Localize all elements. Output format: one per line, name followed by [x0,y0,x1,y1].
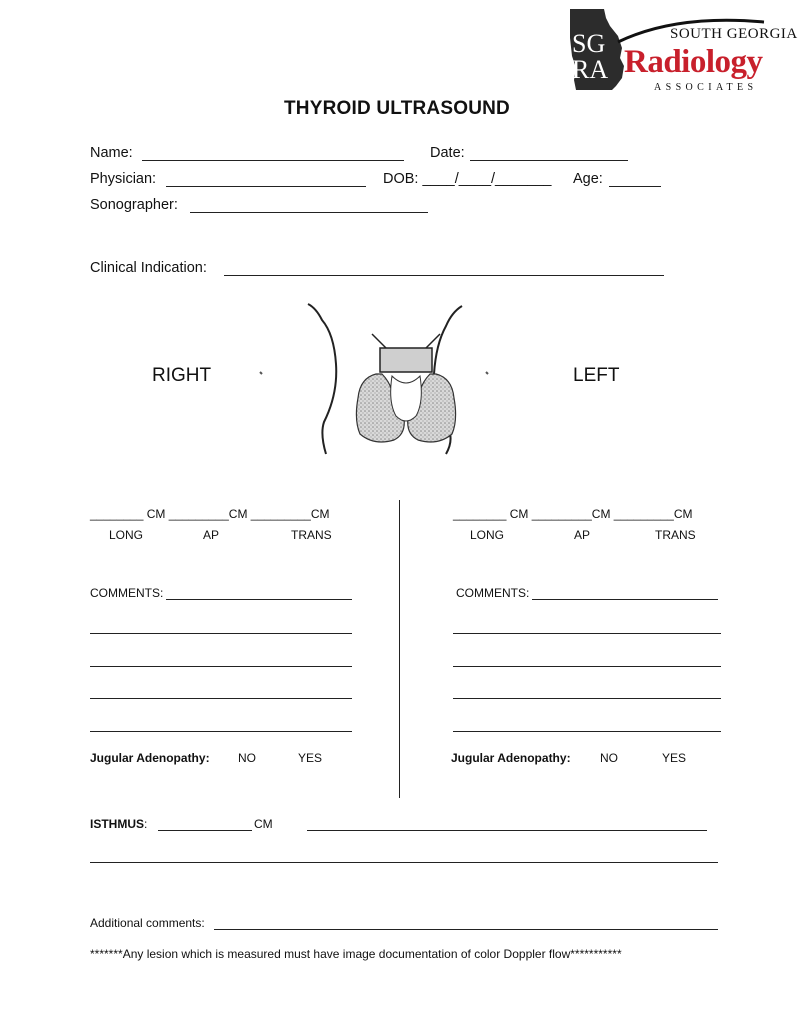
logo-monogram-top: SG [572,29,606,58]
age-label: Age: [573,171,603,187]
logo-line3: ASSOCIATES [654,82,758,93]
logo-monogram-bottom: RA [572,55,609,84]
age-field[interactable] [609,186,661,187]
right-jugular-label: Jugular Adenopathy: [90,751,210,765]
name-label: Name: [90,145,133,161]
left-comment-line-4[interactable] [453,731,721,732]
left-comments-label: COMMENTS: [456,586,530,600]
sonographer-label: Sonographer: [90,197,178,213]
left-jugular-no[interactable]: NO [600,751,618,765]
right-label: RIGHT [152,365,212,386]
right-comments-field[interactable] [166,599,352,600]
additional-comments-field[interactable] [214,929,718,930]
additional-comments-label: Additional comments: [90,916,205,930]
right-measure-line[interactable]: ________ CM _________CM _________CM [90,507,330,521]
left-label: LEFT [573,365,620,386]
date-field[interactable] [470,160,628,161]
left-jugular-label: Jugular Adenopathy: [451,751,571,765]
isthmus-colon: : [144,817,148,831]
dob-field[interactable]: DOB: ____/____/_______ [383,171,552,187]
left-comments-field[interactable] [532,599,718,600]
right-jugular-yes[interactable]: YES [298,751,323,765]
left-comment-line-2[interactable] [453,666,721,667]
isthmus-label: ISTHMUS [90,817,144,831]
isthmus-field[interactable] [158,830,252,831]
isthmus-row [90,817,147,831]
date-label: Date: [430,145,465,161]
footer-note: *******Any lesion which is measured must have image documentation of color Doppler flow*********** [90,947,622,961]
left-jugular-yes[interactable]: YES [662,751,687,765]
clinical-indication-label: Clinical Indication: [90,260,207,276]
left-trans-label: TRANS [655,528,696,542]
left-comment-line-3[interactable] [453,698,721,699]
left-long-label: LONG [470,528,505,542]
right-trans-label: TRANS [291,528,332,542]
right-long-label: LONG [109,528,144,542]
sonographer-field[interactable] [190,212,428,213]
left-comment-line-1[interactable] [453,633,721,634]
right-comment-line-3[interactable] [90,698,352,699]
right-comment-line-4[interactable] [90,731,352,732]
isthmus-comment-line-2[interactable] [90,862,718,863]
left-ap-label: AP [574,528,591,542]
logo [566,6,798,96]
physician-label: Physician: [90,171,157,187]
left-measure-line[interactable]: ________ CM _________CM _________CM [453,507,693,521]
physician-field[interactable] [166,186,366,187]
page-title: THYROID ULTRASOUND [284,98,510,119]
name-field[interactable] [142,160,404,161]
neck-left-outline [308,304,336,454]
isthmus-unit: CM [254,817,273,831]
logo-line2: Radiology [624,44,763,80]
isthmus-comment-field[interactable] [307,830,707,831]
right-comments-label: COMMENTS: [90,586,164,600]
clinical-indication-field[interactable] [224,275,664,276]
column-divider [399,500,400,798]
right-ap-label: AP [203,528,220,542]
right-comment-line-1[interactable] [90,633,352,634]
right-comment-line-2[interactable] [90,666,352,667]
thyroid-diagram [256,294,496,464]
larynx-shape [380,348,432,372]
logo-line1: SOUTH GEORGIA [670,26,798,42]
right-jugular-no[interactable]: NO [238,751,256,765]
